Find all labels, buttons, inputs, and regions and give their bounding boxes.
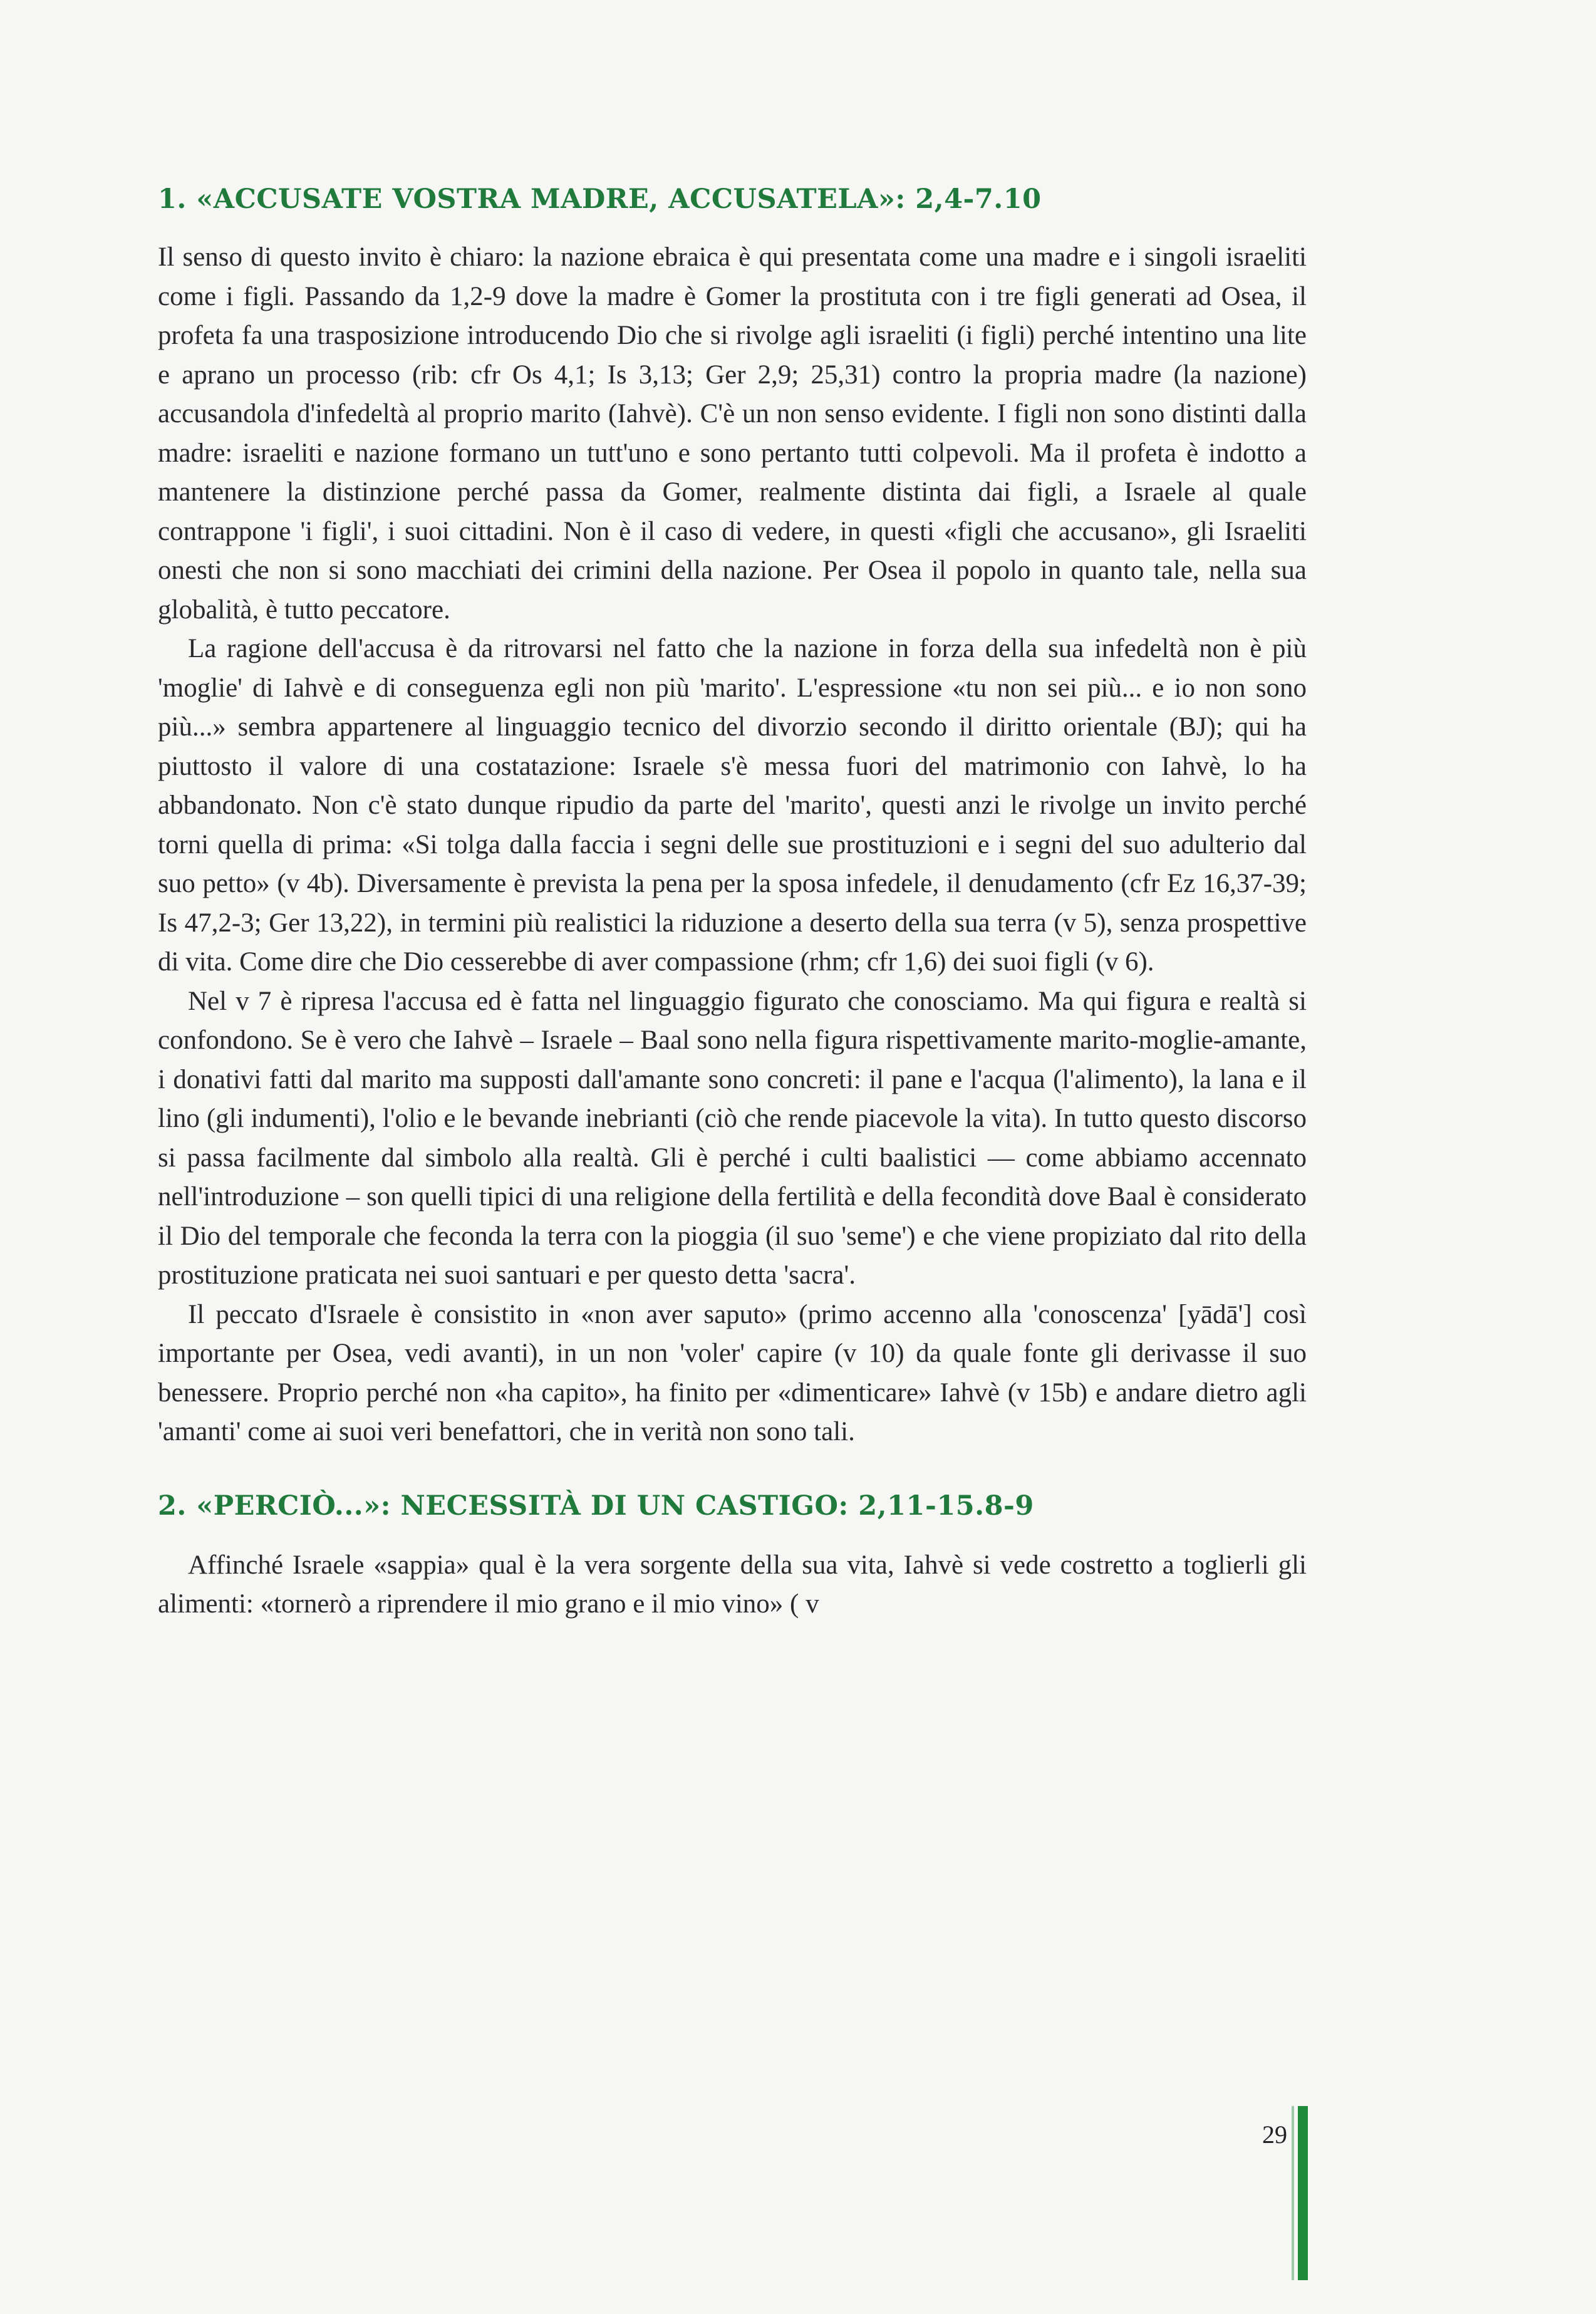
section-2-heading: 2. «PERCIÒ...»: NECESSITÀ DI UN CASTIGO: 2,11-15.8-9 [158, 1490, 1034, 1522]
section-1-paragraph-1: Il senso di questo invito è chiaro: la nazione ebraica è qui presentata come una madre e i singoli israeliti come i figli. Passando da 1,2-9 dove la madre è Gomer la prostituta con i tre figli generati ad Osea, il profeta fa una trasposizione introducendo Dio che si rivolge agli israeliti (i figli) perché intentino una lite e aprano un processo (rib: cfr Os 4,1; Is 3,13; Ger 2,9; 25,31) contro la propria madre (la nazione) accusandola d'infedeltà al proprio marito (Iahvè). C'è un non senso evidente. I figli non sono distinti dalla madre: israeliti e nazione formano un tutt'uno e sono pertanto tutti colpevoli. Ma il profeta è indotto a mantenere la distinzione perché passa da Gomer, realmente distinta dai figli, a Israele al quale contrappone 'i figli', i suoi cittadini. Non è il caso di vedere, in questi «figli che accusano», gli Israeliti onesti che non si sono macchiati dei crimini della nazione. Per Osea il popolo in quanto tale, nella sua globalità, è tutto peccatore. [158, 242, 1307, 625]
page-edge-bar [1298, 2106, 1308, 2280]
section-1-paragraph-3: Nel v 7 è ripresa l'accusa ed è fatta nel linguaggio figurato che conosciamo. Ma qui figura e realtà si confondono. Se è vero che Iahvè – Israele – Baal sono nella figura rispettivamente marito-moglie-amante, i donativi fatti dal marito ma supposti dall'amante sono concreti: il pane e l'acqua (l'alimento), la lana e il lino (gli indumenti), l'olio e le bevande inebrianti (ciò che rende piacevole la vita). In tutto questo discorso si passa facilmente dal simbolo alla realtà. Gli è perché i culti baalistici — come abbiamo accennato nell'introduzione – son quelli tipici di una religione della fertilità e della fecondità dove Baal è considerato il Dio del temporale che feconda la terra con la pioggia (il suo 'seme') e che viene propiziato dal rito della prostituzione praticata nei suoi santuari e per questo detta 'sacra'. [158, 986, 1307, 1290]
section-1-heading: 1. «ACCUSATE VOSTRA MADRE, ACCUSATELA»: 2,4-7.10 [158, 184, 1042, 215]
section-1-paragraph-2: La ragione dell'accusa è da ritrovarsi nel fatto che la nazione in forza della sua infedeltà non è più 'moglie' di Iahvè e di conseguenza egli non più 'marito'. L'espressione «tu non sei più... e io non sono più...» sembra appartenere al linguaggio tecnico del divorzio secondo il diritto orientale (BJ); qui ha piuttosto il valore di una costatazione: Israele s'è messa fuori del matrimonio con Iahvè, lo ha abbandonato. Non c'è stato dunque ripudio da parte del 'marito', questi anzi le rivolge un invito perché torni quella di prima: «Si tolga dalla faccia i segni delle sue prostituzioni e i segni del suo adulterio dal suo petto» (v 4b). Diversamente è prevista la pena per la sposa infedele, il denudamento (cfr Ez 16,37-39; Is 47,2-3; Ger 13,22), in termini più realistici la riduzione a deserto della sua terra (v 5), senza prospettive di vita. Come dire che Dio cesserebbe di aver compassione (rhm; cfr 1,6) dei suoi figli (v 6). [158, 634, 1307, 977]
section-1-paragraph-4: Il peccato d'Israele è consistito in «non aver saputo» (primo accenno alla 'conoscenza' [yādā'] così importante per Osea, vedi avanti), in un non 'voler' capire (v 10) da quale fonte gli derivasse il suo benessere. Proprio perché non «ha capito», ha finito per «dimenticare» Iahvè (v 15b) e andare dietro agli 'amanti' come ai suoi veri benefattori, che in verità non sono tali. [158, 1299, 1307, 1446]
section-2-paragraph-1: Affinché Israele «sappia» qual è la vera sorgente della sua vita, Iahvè si vede costretto a toglierli gli alimenti: «tornerò a riprendere il mio grano e il mio vino» ( v [158, 1550, 1307, 1619]
section-percio [158, 1488, 1307, 1624]
page-content [158, 182, 1307, 1624]
section-accusate [158, 182, 1307, 1452]
page-edge-rule-light [1292, 2106, 1294, 2280]
page-number: 29 [1262, 2120, 1287, 2149]
